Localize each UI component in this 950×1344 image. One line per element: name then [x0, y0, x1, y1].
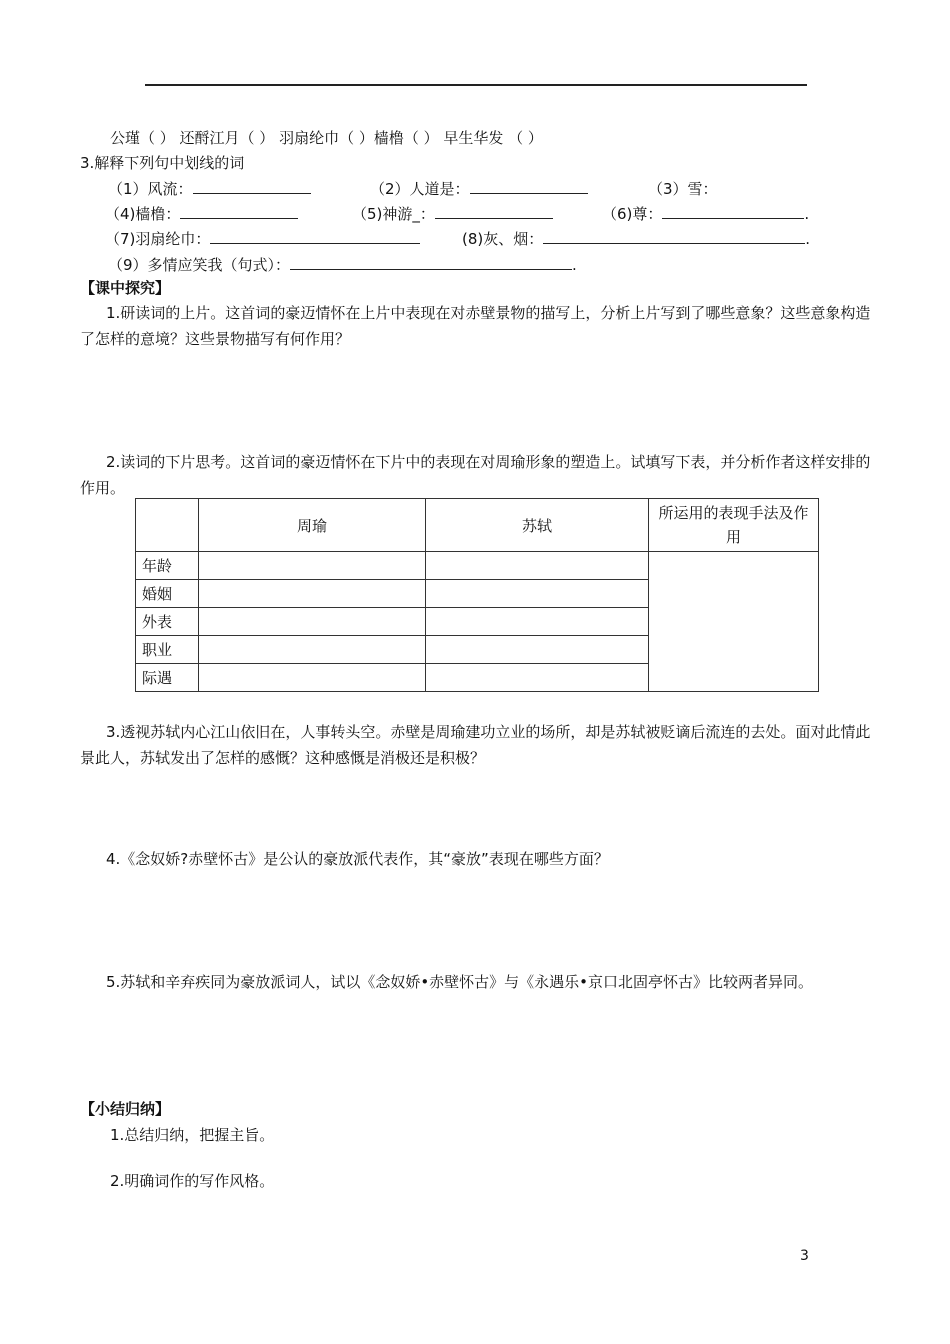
q3-item-7 [105, 228, 420, 249]
table-cell[interactable] [199, 580, 426, 608]
header-rule [145, 84, 807, 86]
q3-item-5-label: （5)神游_： [352, 205, 435, 223]
explore-question-2: 2.读词的下片思考。这首词的豪迈情怀在下片中的表现在对周瑜形象的塑造上。试填写下表，并分析作者这样安排的作用。 [80, 453, 871, 497]
table-cell[interactable] [426, 664, 649, 692]
row-label: 职业 [136, 636, 199, 664]
comparison-table [135, 498, 819, 692]
q3-item-2 [370, 178, 588, 199]
q3-item-6 [602, 203, 809, 224]
answer-blank[interactable] [210, 229, 420, 244]
summary-item-1: 1.总结归纳，把握主旨。 [110, 1126, 275, 1144]
summary-item-2: 2.明确词作的写作风格。 [110, 1172, 275, 1190]
row-label: 婚姻 [136, 580, 199, 608]
q3-item-3: （3）雪： [648, 180, 718, 198]
answer-blank[interactable] [470, 179, 588, 194]
q3-item-9 [108, 254, 577, 275]
q3-item-4-label: （4)樯橹： [105, 205, 181, 223]
terms-line: 公瑾（ ） 还酹江月（ ） 羽扇纶巾（ ）樯橹（ ） 早生华发 （ ） [110, 129, 543, 147]
question-3-title: 3.解释下列句中划线的词 [80, 154, 245, 172]
answer-blank[interactable] [290, 255, 572, 270]
explore-question-1: 1.研读词的上片。这首词的豪迈情怀在上片中表现在对赤壁景物的描写上，分析上片写到了哪些意象？这些意象构造了怎样的意境？这些景物描写有何作用？ [80, 304, 871, 348]
table-header-cell: 周瑜 [199, 499, 426, 552]
q3-item-9-label: （9）多情应笑我（句式）： [108, 256, 291, 274]
q3-item-4 [105, 203, 298, 224]
table-cell[interactable] [426, 608, 649, 636]
q3-item-8-label: (8)灰、烟： [462, 230, 544, 248]
section-heading-explore: 【课中探究】 [80, 279, 171, 297]
table-header-cell [136, 499, 199, 552]
answer-blank[interactable] [543, 229, 805, 244]
table-cell[interactable] [426, 552, 649, 580]
table-row [136, 552, 819, 580]
answer-blank[interactable] [435, 204, 553, 219]
table-cell[interactable] [426, 636, 649, 664]
answer-blank[interactable] [662, 204, 804, 219]
q3-item-2-label: （2）人道是： [370, 180, 470, 198]
q3-item-1 [108, 178, 311, 199]
q3-item-7-label: （7)羽扇纶巾： [105, 230, 211, 248]
row-label: 年龄 [136, 552, 199, 580]
explore-question-3: 3.透视苏轼内心江山依旧在，人事转头空。赤壁是周瑜建功立业的场所，却是苏轼被贬谪后流连的去处。面对此情此景此人，苏轼发出了怎样的感慨？这种感慨是消极还是积极？ [80, 723, 871, 767]
table-header-cell: 苏轼 [426, 499, 649, 552]
table-cell-technique[interactable] [649, 552, 819, 692]
period: . [572, 256, 577, 274]
period: . [805, 230, 811, 248]
section-heading-summary: 【小结归纳】 [80, 1100, 171, 1118]
q3-item-1-label: （1）风流： [108, 180, 193, 198]
q3-item-6-label: （6)尊： [602, 205, 663, 223]
explore-question-5: 5.苏轼和辛弃疾同为豪放派词人，试以《念奴娇•赤壁怀古》与《永遇乐•京口北固亭怀古》比较两者异同。 [106, 973, 814, 991]
table-header-row [136, 499, 819, 552]
table-header-cell: 所运用的表现手法及作用 [649, 499, 819, 552]
q3-item-5 [352, 203, 553, 224]
row-label: 外表 [136, 608, 199, 636]
page-number: 3 [800, 1248, 809, 1264]
table-cell[interactable] [199, 608, 426, 636]
answer-blank[interactable] [180, 204, 298, 219]
table-cell[interactable] [199, 552, 426, 580]
table-cell[interactable] [426, 580, 649, 608]
q3-item-8 [462, 228, 810, 249]
row-label: 际遇 [136, 664, 199, 692]
period: . [804, 205, 810, 223]
table-cell[interactable] [199, 636, 426, 664]
explore-question-4: 4.《念奴娇?赤壁怀古》是公认的豪放派代表作，其“豪放”表现在哪些方面？ [106, 850, 609, 868]
table-cell[interactable] [199, 664, 426, 692]
answer-blank[interactable] [193, 179, 311, 194]
